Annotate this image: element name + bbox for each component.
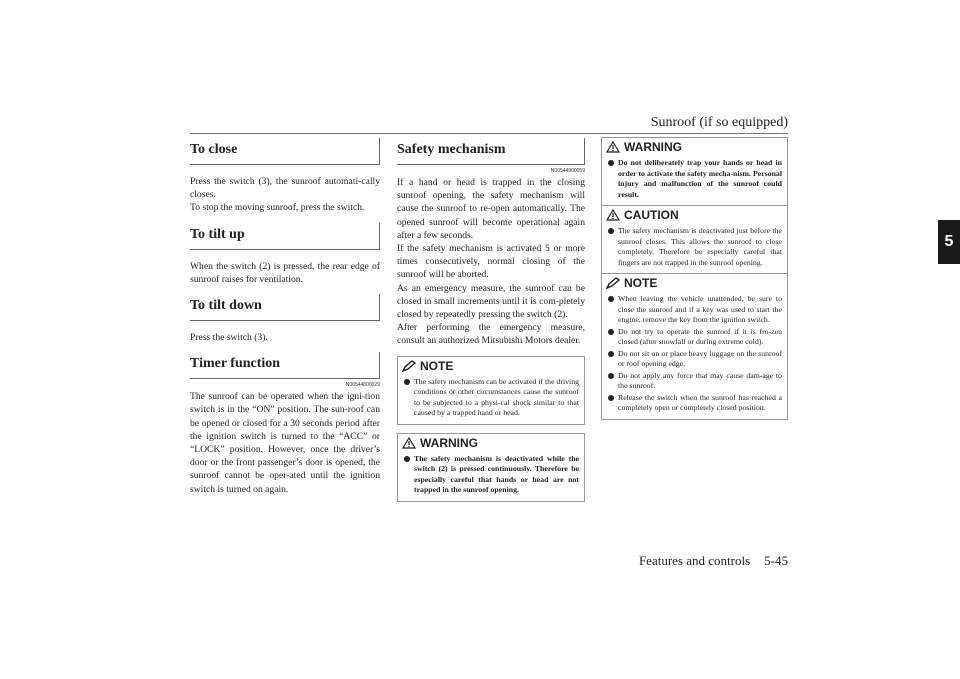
warning-label: WARNING [624, 140, 682, 154]
footer-section: Features and controls [638, 553, 751, 568]
safety-text-4: After performing the emergency measure, consult an authorized Mitsubishi Motors dealer. [397, 322, 585, 347]
heading-safety-mechanism: Safety mechanism [397, 138, 585, 165]
heading-tilt-down: To tilt down [190, 294, 380, 321]
list-item: The safety mechanism is deactivated while the switch (2) is pressed continuously. Therefore be especially careful that hands or head are not trapped in the sunroof opening. [403, 454, 579, 496]
header-divider [190, 133, 788, 134]
caution-label: CAUTION [624, 208, 679, 222]
caution-header [602, 206, 787, 224]
tilt-up-text: When the switch (2) is pressed, the rear edge of sunroof raises for ventilation. [190, 260, 380, 285]
warning-header [398, 434, 584, 452]
warning-box [601, 137, 788, 206]
warning-triangle-icon [606, 141, 620, 153]
warning-label: WARNING [420, 435, 478, 450]
chapter-tab: 5 [938, 220, 960, 264]
note-label: NOTE [624, 276, 658, 290]
list-item: Do not deliberately trap your hands or head in order to activate the safety mecha-nism. Personal injury and malfunction of the sunroof could result. [607, 158, 782, 200]
pencil-icon [402, 360, 416, 372]
list-item: Do not apply any force that may cause dam-age to the sunroof. [607, 371, 782, 392]
warning-triangle-icon [402, 437, 416, 449]
to-close-text-2: To stop the moving sunroof, press the switch. [190, 202, 365, 214]
timer-function-text: The sunroof can be operated when the igni-tion switch is in the “ON” position. The sun-roof can be opened or closed for a 30 seconds period after the ignition switch is turned to the “ACC” or “LOCK” position. However, once the driver’s door or the front passenger’s door is opened, the sunroof cannot be oper-ated until the ignition switch is turned on again. [190, 391, 380, 495]
list-item: The safety mechanism can be activated if the driving conditions or other circumstances cause the sunroof to be subjected to a physi-cal shock similar to that caused by a trapped hand or head. [403, 377, 579, 419]
column-middle [397, 138, 585, 502]
note-header [398, 357, 584, 375]
note-box [601, 274, 788, 420]
list-item: Release the switch when the sunroof has reached a completely open or completely closed position. [607, 393, 782, 414]
safety-text-3: As an emergency measure, the sunroof can be closed in small increments until it is com-pletely closed by repeatedly pressing the switch (2). [397, 282, 585, 321]
note-box [397, 356, 585, 425]
list-item: Do not try to operate the sunroof if it is fro-zen closed (after snowfall or during extreme cold). [607, 327, 782, 348]
page-footer [639, 553, 788, 569]
warning-box [397, 433, 585, 502]
heading-timer-function: Timer function [190, 352, 380, 379]
safety-text-2: If the safety mechanism is activated 5 or more times consecutively, normal closing of the sunroof will be aborted. [397, 243, 585, 281]
note-header [602, 274, 787, 292]
tilt-down-text: Press the switch (3). [190, 332, 268, 344]
heading-tilt-up: To tilt up [190, 223, 380, 250]
list-item: When leaving the vehicle unattended, be sure to close the sunroof and if a key was used to start the engine, remove the key from the ignition switch. [607, 294, 782, 326]
section-code: N00544900059 [550, 168, 585, 174]
column-left [190, 138, 380, 496]
page-header-title: Sunroof (if so equipped) [650, 115, 788, 130]
column-right [601, 137, 788, 420]
list-item: Do not sit on or place heavy luggage on the sunroof or roof opening edge. [607, 349, 782, 370]
caution-triangle-icon [606, 209, 620, 221]
section-code: N00544800029 [345, 382, 380, 389]
safety-text-1: If a hand or head is trapped in the closing sunroof opening, the safety mechanism will cause the sunroof to re-open automatically. The opened sunroof will become operational again after a few seconds. [397, 177, 585, 241]
warning-header [602, 138, 787, 156]
list-item: The safety mechanism is deactivated just before the sunroof closes. This allows the sunroof to close completely. Therefore be especially careful that fingers are not trapped in the sunroof opening. [607, 226, 782, 268]
caution-box [601, 206, 788, 274]
heading-to-close: To close [190, 138, 380, 165]
pencil-icon [606, 277, 620, 289]
to-close-text-1: Press the switch (3), the sunroof automati-cally closes. [190, 176, 380, 201]
note-label: NOTE [420, 358, 454, 373]
page-number: 5-45 [764, 553, 788, 568]
